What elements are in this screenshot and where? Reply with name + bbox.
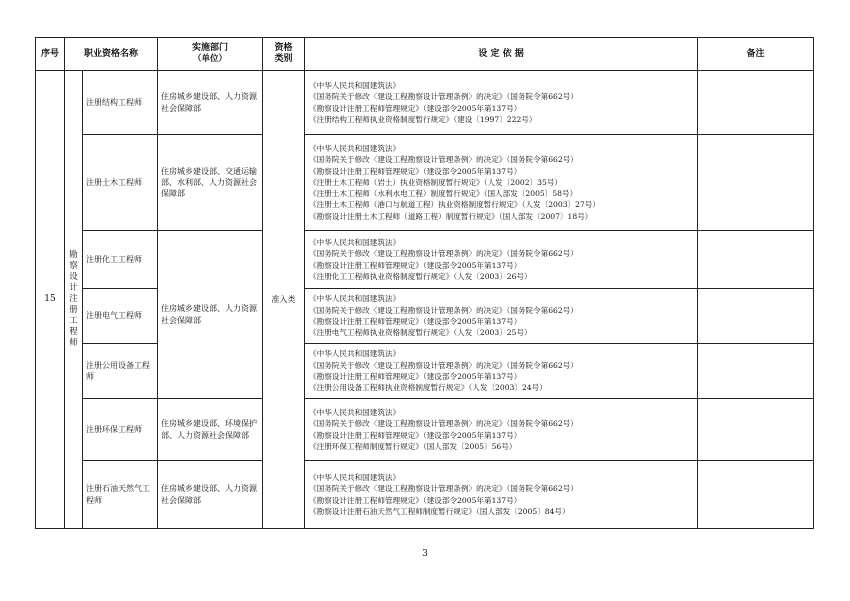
note-cell (698, 344, 814, 399)
department: 住房城乡建设部、人力资源社会保障部 (158, 461, 263, 529)
header-note: 备注 (698, 38, 814, 71)
table-row (36, 399, 814, 461)
group-number: 15 (36, 71, 65, 529)
qualification-table (35, 37, 814, 529)
header-dept (158, 38, 263, 71)
basis-list: 《中华人民共和国建筑法》 《国务院关于修改〈建设工程勘察设计管理条例〉的决定》（国务院令第662号） 《勘察设计注册工程师管理规定》（建设部令2005年第137号） 《注册结构工程师执业资格制度暂行规定》（建设〔1997〕222号） (305, 71, 698, 135)
table-header-row (36, 38, 814, 71)
department: 住房城乡建设部、人力资源社会保障部 (158, 71, 263, 135)
note-cell (698, 399, 814, 461)
basis-list: 《中华人民共和国建筑法》 《国务院关于修改〈建设工程勘察设计管理条例〉的决定》（国务院令第662号） 《勘察设计注册工程师管理规定》（建设部令2005年第137号） 《勘察设计注册石油天然气工程师制度暂行规定》（国人部发〔2005〕84号） (305, 461, 698, 529)
note-cell (698, 135, 814, 231)
table-row (36, 344, 814, 399)
header-basis: 设 定 依 据 (305, 38, 698, 71)
basis-list: 《中华人民共和国建筑法》 《国务院关于修改〈建设工程勘察设计管理条例〉的决定》（国务院令第662号） 《勘察设计注册工程师管理规定》（建设部令2005年第137号） 《注册环保工程师制度暂行规定》（国人部发〔2005〕56号） (305, 399, 698, 461)
table-row (36, 135, 814, 231)
department: 住房城乡建设部、环境保护部、人力资源社会保障部 (158, 399, 263, 461)
basis-list: 《中华人民共和国建筑法》 《国务院关于修改〈建设工程勘察设计管理条例〉的决定》（国务院令第662号） 《勘察设计注册工程师管理规定》（建设部令2005年第137号） 《注册公用设备工程师执业资格制度暂行规定》（人发〔2003〕24号） (305, 344, 698, 399)
group-category: 勘 察 设 计 注 册 工 程 师 (65, 71, 83, 529)
department: 住房城乡建设部、交通运输部、水利部、人力资源社会保障部 (158, 135, 263, 231)
basis-list: 《中华人民共和国建筑法》 《国务院关于修改〈建设工程勘察设计管理条例〉的决定》（国务院令第662号） 《勘察设计注册工程师管理规定》（建设部令2005年第137号） 《注册化工工程师执业资格制度暂行规定》（人发〔2003〕26号） (305, 231, 698, 289)
qualification-name: 注册土木工程师 (83, 135, 158, 231)
note-cell (698, 461, 814, 529)
basis-list: 《中华人民共和国建筑法》 《国务院关于修改〈建设工程勘察设计管理条例〉的决定》（国务院令第662号） 《勘察设计注册工程师管理规定》（建设部令2005年第137号） 《注册土木工程师（岩土）执业资格制度暂行规定》（人发〔2002〕35号） 《注册土木工程师（水利水电工程）制度暂行规定》（国人部发〔2005〕58号） 《注册土木工程师（港口与航道工程）执业资格制度暂行规定》（人发〔2003〕27号） 《勘察设计注册土木工程师（道路工程）制度暂行规定》（国人部发〔2007〕18号） (305, 135, 698, 231)
qualification-name: 注册结构工程师 (83, 71, 158, 135)
qualification-type: 准入类 (263, 71, 305, 529)
note-cell (698, 289, 814, 344)
header-dept-main: 实施部门 (192, 43, 229, 53)
table-row (36, 71, 814, 135)
table-row (36, 461, 814, 529)
header-name: 职业资格名称 (65, 38, 158, 71)
qualification-name: 注册环保工程师 (83, 399, 158, 461)
qualification-name: 注册电气工程师 (83, 289, 158, 344)
header-type (263, 38, 305, 71)
page-number: 3 (422, 549, 428, 559)
note-cell (698, 231, 814, 289)
qualification-name: 注册化工工程师 (83, 231, 158, 289)
table-row (36, 289, 814, 344)
qualification-name: 注册石油天然气工程师 (83, 461, 158, 529)
department: 住房城乡建设部、人力资源社会保障部 (158, 231, 263, 399)
header-no: 序号 (36, 38, 65, 71)
header-type-line1: 资格 (274, 43, 293, 53)
header-dept-sub: （单位） (193, 54, 228, 64)
basis-list: 《中华人民共和国建筑法》 《国务院关于修改〈建设工程勘察设计管理条例〉的决定》（国务院令第662号） 《勘察设计注册工程师管理规定》（建设部令2005年第137号） 《注册电气工程师执业资格制度暂行规定》（人发〔2003〕25号） (305, 289, 698, 344)
qualification-name: 注册公用设备工程师 (83, 344, 158, 399)
note-cell (698, 71, 814, 135)
header-type-line2: 类别 (274, 54, 293, 64)
table-row (36, 231, 814, 289)
